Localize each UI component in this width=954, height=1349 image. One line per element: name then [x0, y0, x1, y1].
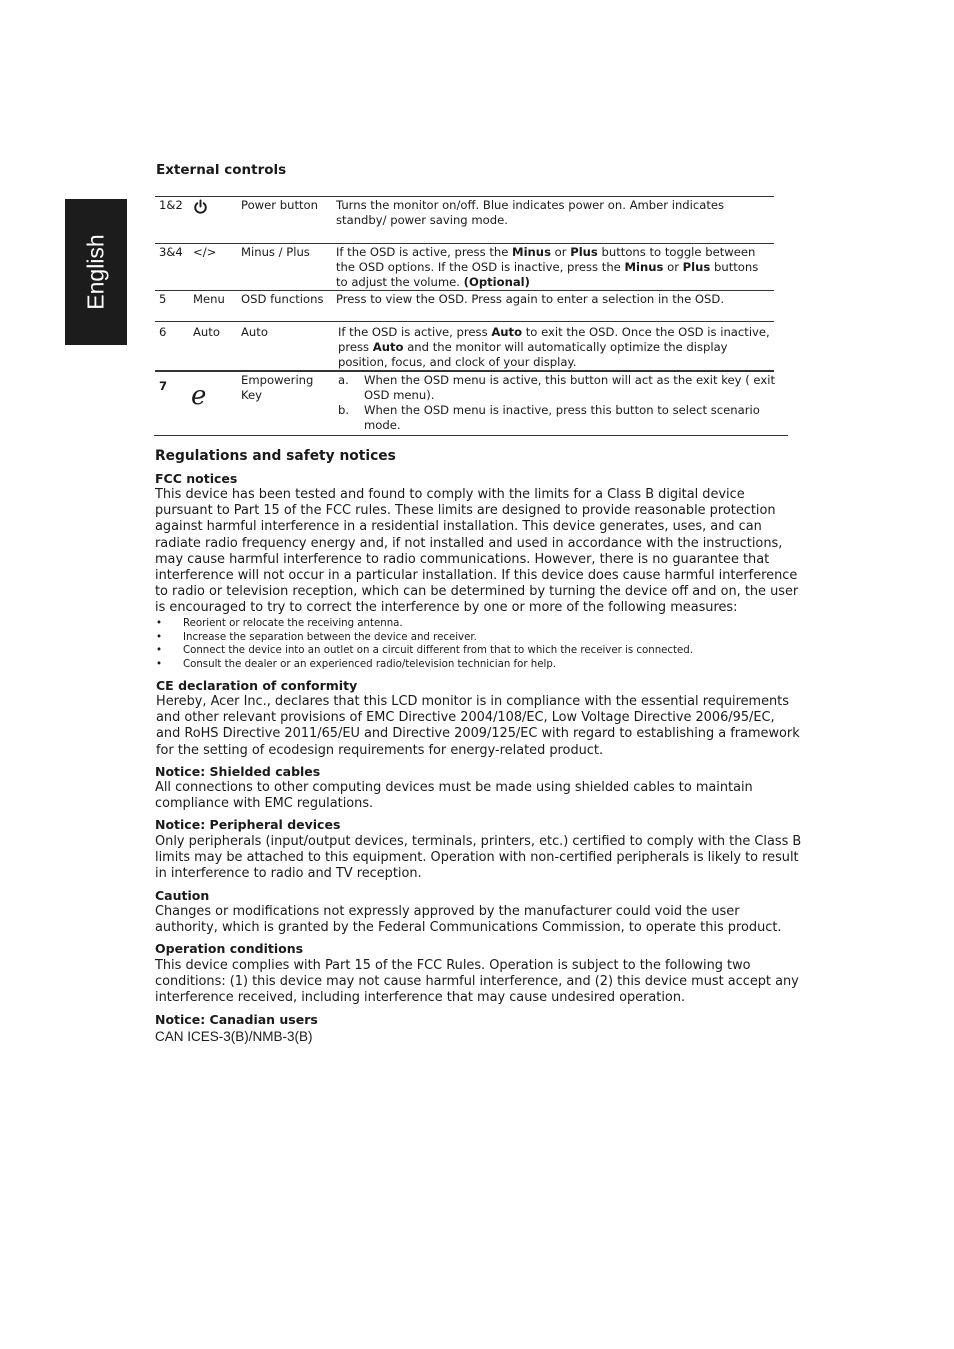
table-row [155, 245, 785, 289]
table-rule [155, 290, 774, 291]
fcc-measures-list [155, 617, 805, 671]
shielded-title: Notice: Shielded cables [155, 764, 321, 779]
list-item: • Reorient or relocate the receiving antenna. [155, 617, 805, 631]
table-rule [155, 196, 774, 197]
control-key: Menu [193, 292, 225, 306]
table-rule [155, 321, 774, 322]
list-item: • Increase the separation between the device and receiver. [155, 631, 805, 645]
caution-title: Caution [155, 888, 210, 903]
fcc-body: This device has been tested and found to comply with the limits for a Class B digital device pursuant to Part 15 of the FCC rules. These limits are designed to provide reasonable protection against harmful interference in a residential installation. This device generates, uses, and can radiate radio frequency energy and, if not installed and used in accordance with the instructions, may cause harmful interference to radio communications. However, there is no guarantee that interference will not occur in a particular installation. If this device does cause harmful interference to radio or television reception, which can be determined by turning the device off and on, the user is encouraged to try to correct the interference by one or more of the following measures: [155, 487, 799, 616]
list-item: • Consult the dealer or an experienced radio/television technician for help. [155, 658, 805, 672]
table-row [155, 292, 785, 320]
description-line: Turns the monitor on/off. Blue indicates power on. Amber indicates [336, 198, 725, 212]
peripheral-title: Notice: Peripheral devices [155, 817, 341, 832]
control-description: If the OSD is active, press Auto to exit the OSD. Once the OSD is inactive, press Auto and the monitor will automatically optimize the display position, focus, and clock of your display. [338, 325, 770, 369]
control-number: 6 [159, 325, 167, 339]
table-row [155, 373, 795, 435]
key-behavior-list [338, 373, 788, 433]
ce-title: CE declaration of conformity [156, 678, 358, 693]
control-number: 5 [159, 292, 167, 306]
regulations-heading: Regulations and safety notices [155, 448, 396, 464]
operation-body: This device complies with Part 15 of the FCC Rules. Operation is subject to the following two conditions: (1) this device may not cause harmful interference, and (2) this device must accept any interference received, including interference that may cause undesired operation. [155, 958, 799, 1006]
table-rule [154, 435, 788, 436]
operation-title: Operation conditions [155, 941, 304, 956]
control-function: Power button [241, 198, 318, 212]
control-description [336, 198, 766, 228]
shielded-body: All connections to other computing devices must be made using shielded cables to maintain compliance with EMC regulations. [155, 780, 753, 812]
control-description: Press to view the OSD. Press again to enter a selection in the OSD. [336, 292, 725, 306]
list-item: b. When the OSD menu is inactive, press this button to select scenario mode. [338, 403, 760, 432]
peripheral-body: Only peripherals (input/output devices, terminals, printers, etc.) certified to comply with the Class B limits may be attached to this equipment. Operation with non-certified peripherals is likely to result in interference to radio and TV reception. [155, 834, 802, 882]
control-number: 7 [159, 379, 168, 393]
list-item: • Connect the device into an outlet on a circuit different from that to which the receiver is connected. [155, 644, 805, 658]
description-line: standby/ power saving mode. [336, 213, 508, 227]
control-function: OSD functions [241, 292, 324, 306]
language-side-tab [65, 199, 127, 345]
table-row [155, 198, 785, 242]
external-controls-heading: External controls [156, 162, 287, 178]
control-key: </> [193, 245, 217, 259]
table-rule [155, 243, 774, 244]
control-number: 3&4 [159, 245, 183, 259]
language-tab-label: English [82, 234, 109, 310]
canadian-title: Notice: Canadian users [155, 1012, 318, 1027]
list-item: a. When the OSD menu is active, this button will act as the exit key ( exit OSD menu). [338, 373, 775, 402]
table-row [155, 325, 785, 369]
control-function: Minus / Plus [241, 245, 310, 259]
caution-body: Changes or modifications not expressly approved by the manufacturer could void the user authority, which is granted by the Federal Communications Commission, to operate this product. [155, 904, 782, 936]
fcc-title: FCC notices [155, 471, 238, 486]
control-key: Auto [193, 325, 220, 339]
canadian-body: CAN ICES-3(B)/NMB-3(B) [155, 1029, 313, 1044]
table-rule [155, 370, 774, 372]
control-function: Auto [241, 325, 268, 339]
empowering-e-icon: e [191, 381, 207, 411]
ce-body: Hereby, Acer Inc., declares that this LCD monitor is in compliance with the essential requirements and other relevant provisions of EMC Directive 2004/108/EC, Low Voltage Directive 2006/95/EC, and RoHS Directive 2011/65/EU and Directive 2009/125/EC with regard to establishing a framework for the setting of ecodesign requirements for energy-related product. [156, 694, 800, 758]
control-function: Empowering Key [241, 373, 314, 402]
control-number: 1&2 [159, 198, 183, 212]
power-icon [193, 199, 208, 219]
control-description: If the OSD is active, press the Minus or Plus buttons to toggle between the OSD options. If the OSD is inactive, press the Minus or Plus buttons to adjust the volume. (Optional) [336, 245, 759, 289]
